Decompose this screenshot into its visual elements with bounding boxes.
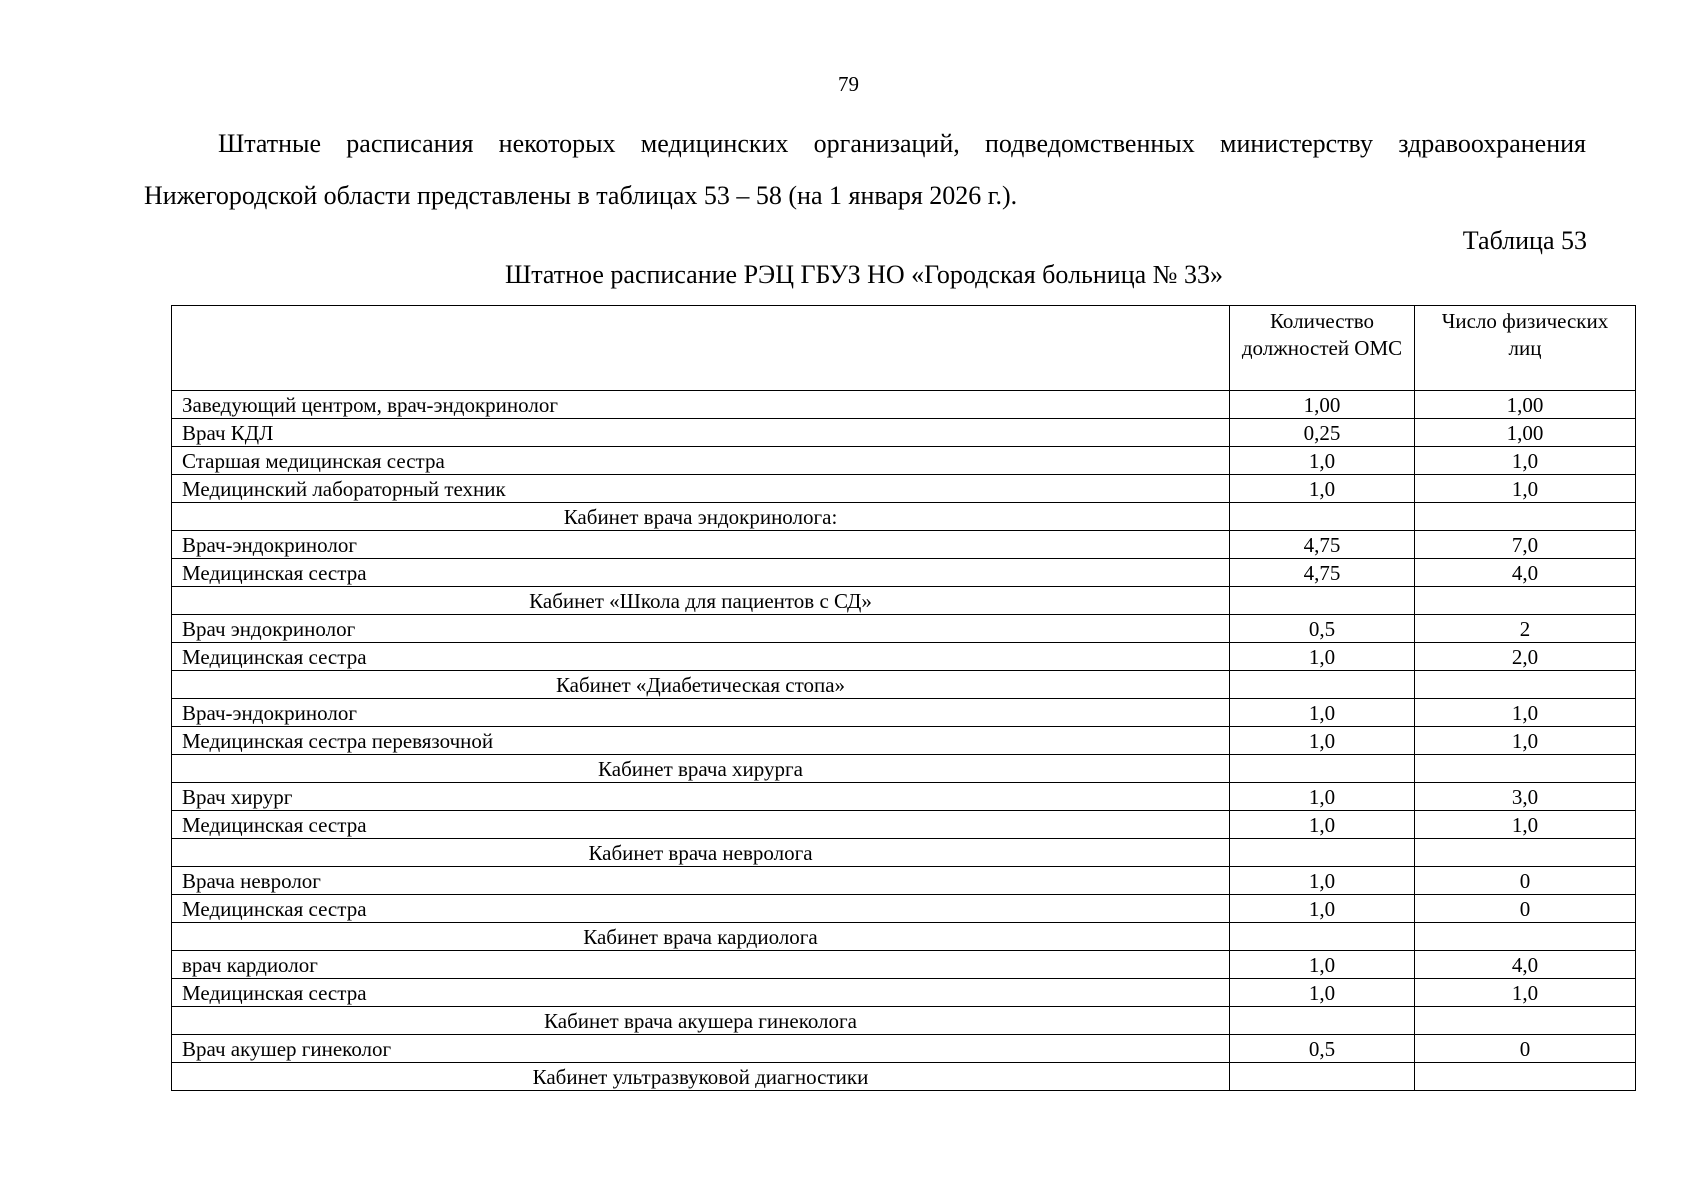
physical-persons-value: 2 (1415, 615, 1636, 643)
oms-positions-value: 1,0 (1230, 643, 1415, 671)
oms-positions-value: 1,0 (1230, 811, 1415, 839)
oms-positions-value: 1,0 (1230, 727, 1415, 755)
table-row (172, 643, 1636, 671)
position-name: Врача невролог (172, 867, 1230, 895)
table-section-row (172, 503, 1636, 531)
table-row (172, 391, 1636, 419)
table-section-row (172, 587, 1636, 615)
position-name: Врач-эндокринолог (172, 531, 1230, 559)
empty-cell (1415, 587, 1636, 615)
section-title: Кабинет «Диабетическая стопа» (172, 671, 1230, 699)
oms-positions-value: 0,25 (1230, 419, 1415, 447)
empty-cell (1230, 755, 1415, 783)
empty-cell (1230, 671, 1415, 699)
empty-cell (1415, 503, 1636, 531)
empty-cell (1230, 839, 1415, 867)
physical-persons-value: 1,0 (1415, 727, 1636, 755)
table-row (172, 419, 1636, 447)
empty-cell (1415, 1063, 1636, 1091)
physical-persons-value: 1,0 (1415, 979, 1636, 1007)
position-name: Врач хирург (172, 783, 1230, 811)
empty-cell (1415, 755, 1636, 783)
position-name: Медицинский лабораторный техник (172, 475, 1230, 503)
empty-cell (1415, 1007, 1636, 1035)
physical-persons-value: 4,0 (1415, 559, 1636, 587)
table-row (172, 559, 1636, 587)
empty-cell (1230, 1007, 1415, 1035)
empty-cell (1230, 923, 1415, 951)
oms-positions-value: 1,0 (1230, 979, 1415, 1007)
position-name: врач кардиолог (172, 951, 1230, 979)
header-physical-persons: Число физических лиц (1415, 306, 1636, 391)
empty-cell (1230, 587, 1415, 615)
physical-persons-value: 3,0 (1415, 783, 1636, 811)
table-row (172, 979, 1636, 1007)
table-row (172, 867, 1636, 895)
section-title: Кабинет врача невролога (172, 839, 1230, 867)
section-title: Кабинет врача акушера гинеколога (172, 1007, 1230, 1035)
position-name: Медицинская сестра (172, 979, 1230, 1007)
position-name: Врач эндокринолог (172, 615, 1230, 643)
empty-cell (1230, 503, 1415, 531)
physical-persons-value: 0 (1415, 895, 1636, 923)
position-name: Медицинская сестра (172, 643, 1230, 671)
page-number: 79 (838, 72, 859, 96)
table-row (172, 1035, 1636, 1063)
physical-persons-value: 1,0 (1415, 447, 1636, 475)
table-header-row (172, 306, 1636, 391)
physical-persons-value: 1,0 (1415, 811, 1636, 839)
table-row (172, 727, 1636, 755)
oms-positions-value: 1,0 (1230, 447, 1415, 475)
table-section-row (172, 1007, 1636, 1035)
table-section-row (172, 1063, 1636, 1091)
oms-positions-value: 0,5 (1230, 1035, 1415, 1063)
position-name: Старшая медицинская сестра (172, 447, 1230, 475)
oms-positions-value: 1,0 (1230, 895, 1415, 923)
physical-persons-value: 1,0 (1415, 475, 1636, 503)
table-title: Штатное расписание РЭЦ ГБУЗ НО «Городская больница № 33» (505, 260, 1223, 289)
table-section-row (172, 755, 1636, 783)
physical-persons-value: 0 (1415, 867, 1636, 895)
table-row (172, 699, 1636, 727)
physical-persons-value: 2,0 (1415, 643, 1636, 671)
table-row (172, 951, 1636, 979)
section-title: Кабинет ультразвуковой диагностики (172, 1063, 1230, 1091)
table-row (172, 531, 1636, 559)
position-name: Заведующий центром, врач-эндокринолог (172, 391, 1230, 419)
intro-paragraph: Штатные расписания некоторых медицинских организаций, подведомственных министерству здравоохранения Нижегородской области представлены в таблицах 53 – 58 (на 1 января 2026 г.). (144, 129, 1586, 210)
section-title: Кабинет врача хирурга (172, 755, 1230, 783)
position-name: Медицинская сестра (172, 559, 1230, 587)
position-name: Медицинская сестра перевязочной (172, 727, 1230, 755)
header-position (172, 306, 1230, 391)
physical-persons-value: 7,0 (1415, 531, 1636, 559)
position-name: Врач КДЛ (172, 419, 1230, 447)
physical-persons-value: 1,00 (1415, 419, 1636, 447)
position-name: Медицинская сестра (172, 895, 1230, 923)
table-number: Таблица 53 (1462, 226, 1587, 255)
table-row (172, 895, 1636, 923)
table-section-row (172, 671, 1636, 699)
position-name: Медицинская сестра (172, 811, 1230, 839)
oms-positions-value: 4,75 (1230, 559, 1415, 587)
section-title: Кабинет «Школа для пациентов с СД» (172, 587, 1230, 615)
position-name: Врач-эндокринолог (172, 699, 1230, 727)
section-title: Кабинет врача кардиолога (172, 923, 1230, 951)
empty-cell (1415, 839, 1636, 867)
table-section-row (172, 923, 1636, 951)
table-row (172, 447, 1636, 475)
physical-persons-value: 1,00 (1415, 391, 1636, 419)
table-row (172, 475, 1636, 503)
table-section-row (172, 839, 1636, 867)
oms-positions-value: 1,00 (1230, 391, 1415, 419)
empty-cell (1415, 671, 1636, 699)
table-row (172, 615, 1636, 643)
oms-positions-value: 1,0 (1230, 699, 1415, 727)
empty-cell (1415, 923, 1636, 951)
oms-positions-value: 1,0 (1230, 867, 1415, 895)
header-oms-positions: Количество должностей ОМС (1230, 306, 1415, 391)
table-row (172, 811, 1636, 839)
physical-persons-value: 0 (1415, 1035, 1636, 1063)
section-title: Кабинет врача эндокринолога: (172, 503, 1230, 531)
oms-positions-value: 1,0 (1230, 951, 1415, 979)
physical-persons-value: 1,0 (1415, 699, 1636, 727)
oms-positions-value: 1,0 (1230, 475, 1415, 503)
table-body (172, 391, 1636, 1091)
oms-positions-value: 1,0 (1230, 783, 1415, 811)
table-row (172, 783, 1636, 811)
oms-positions-value: 4,75 (1230, 531, 1415, 559)
position-name: Врач акушер гинеколог (172, 1035, 1230, 1063)
empty-cell (1230, 1063, 1415, 1091)
staffing-table (171, 305, 1636, 1091)
physical-persons-value: 4,0 (1415, 951, 1636, 979)
oms-positions-value: 0,5 (1230, 615, 1415, 643)
